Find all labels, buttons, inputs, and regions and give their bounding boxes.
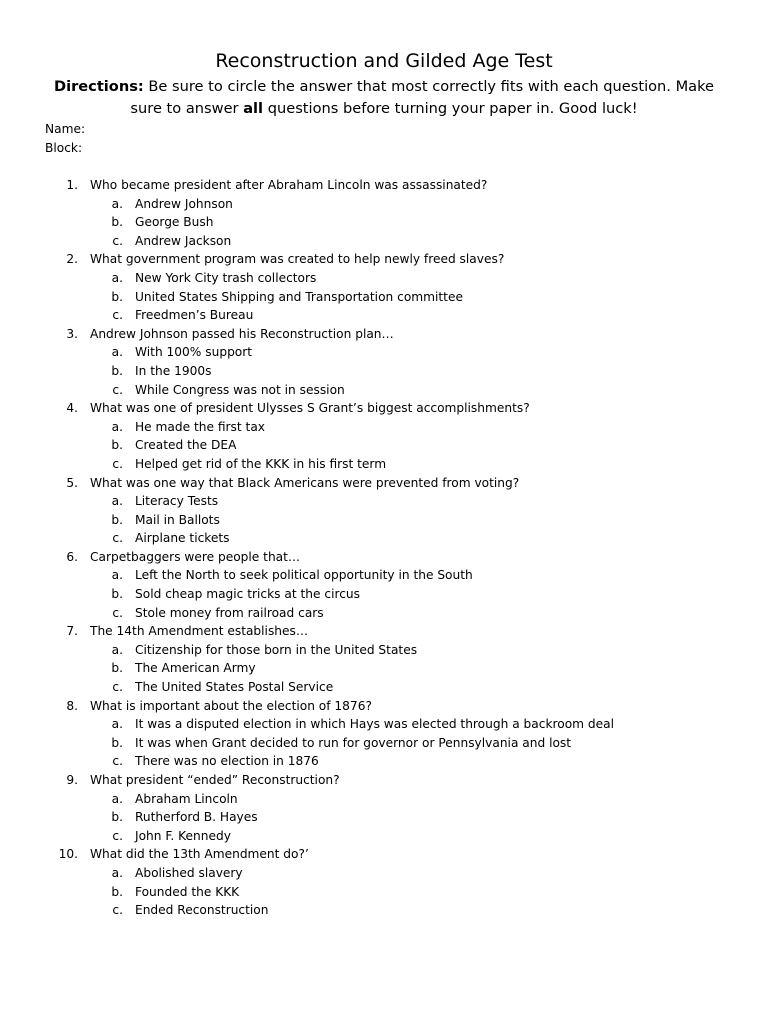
answer-option[interactable] [0, 529, 768, 548]
question-item [0, 399, 768, 418]
answer-option[interactable] [0, 455, 768, 474]
answer-option[interactable] [0, 808, 768, 827]
answer-option[interactable] [0, 734, 768, 753]
answer-option[interactable] [0, 641, 768, 660]
question-item [0, 474, 768, 493]
directions-text-1: Be sure to circle the answer that most correctly fits with each question. Make sure to answer [130, 78, 715, 117]
option-letter: c. [112, 828, 123, 843]
option-text: There was no election in 1876 [135, 754, 319, 769]
option-text: He made the first tax [135, 419, 266, 434]
answer-option[interactable] [0, 306, 768, 325]
option-text: Sold cheap magic tricks at the circus [135, 587, 360, 602]
option-text: Ended Reconstruction [135, 903, 269, 918]
answer-option[interactable] [0, 864, 768, 883]
option-text: Andrew Johnson [135, 196, 233, 211]
option-letter: c. [112, 531, 123, 546]
option-letter: a. [111, 791, 123, 806]
answer-option[interactable] [0, 790, 768, 809]
option-text: The United States Postal Service [135, 680, 334, 695]
option-letter: a. [111, 270, 123, 285]
question-number: 8. [66, 698, 78, 713]
option-text: Citizenship for those born in the United States [135, 642, 418, 657]
option-letter: c. [112, 382, 123, 397]
question-text: What was one way that Black Americans were prevented from voting? [90, 475, 520, 490]
option-text: Founded the KKK [135, 884, 240, 899]
question-text: What government program was created to help newly freed slaves? [90, 252, 505, 267]
question-item [0, 548, 768, 567]
option-letter: b. [111, 363, 123, 378]
option-text: Abolished slavery [135, 865, 243, 880]
page-title: Reconstruction and Gilded Age Test [215, 50, 553, 72]
answer-option[interactable] [0, 269, 768, 288]
option-text: Stole money from railroad cars [135, 605, 324, 620]
answer-option[interactable] [0, 604, 768, 623]
option-letter: c. [112, 456, 123, 471]
answer-option[interactable] [0, 585, 768, 604]
option-letter: b. [111, 215, 123, 230]
answer-option[interactable] [0, 232, 768, 251]
option-text: United States Shipping and Transportation committee [135, 289, 463, 304]
option-letter: a. [111, 196, 123, 211]
question-text: What was one of president Ulysses S Grant’s biggest accomplishments? [90, 401, 530, 416]
option-letter: a. [111, 419, 123, 434]
option-letter: c. [112, 605, 123, 620]
answer-option[interactable] [0, 343, 768, 362]
question-number: 5. [66, 475, 78, 490]
question-text: Carpetbaggers were people that… [90, 549, 301, 564]
question-number: 6. [66, 549, 78, 564]
option-text: Andrew Jackson [135, 233, 232, 248]
option-text: While Congress was not in session [135, 382, 345, 397]
option-letter: c. [112, 903, 123, 918]
option-letter: b. [111, 884, 123, 899]
name-field-label: Name: [45, 122, 86, 136]
option-letter: c. [112, 233, 123, 248]
answer-option[interactable] [0, 381, 768, 400]
option-letter: a. [111, 642, 123, 657]
answer-option[interactable] [0, 715, 768, 734]
question-text: Who became president after Abraham Lincoln was assassinated? [90, 178, 488, 192]
option-text: With 100% support [135, 345, 253, 360]
answer-option[interactable] [0, 827, 768, 846]
option-letter: c. [112, 308, 123, 323]
answer-option[interactable] [0, 901, 768, 920]
answer-option[interactable] [0, 883, 768, 902]
option-letter: c. [112, 754, 123, 769]
option-letter: c. [112, 680, 123, 695]
answer-option[interactable] [0, 195, 768, 214]
option-text: Mail in Ballots [135, 512, 220, 527]
question-list [0, 176, 768, 920]
answer-option[interactable] [0, 213, 768, 232]
option-text: The American Army [135, 661, 256, 676]
option-letter: a. [111, 717, 123, 732]
option-letter: b. [111, 661, 123, 676]
question-number: 2. [66, 252, 78, 267]
option-letter: b. [111, 438, 123, 453]
question-text: What president “ended” Reconstruction? [90, 773, 340, 787]
option-letter: a. [111, 865, 123, 880]
option-letter: b. [111, 810, 123, 825]
directions-label: Directions: [53, 78, 144, 95]
option-letter: a. [111, 345, 123, 360]
option-text: Airplane tickets [135, 531, 230, 546]
question-number: 9. [66, 773, 78, 787]
question-text: The 14th Amendment establishes… [90, 624, 309, 639]
question-item [0, 176, 768, 195]
question-text: What is important about the election of 1876? [90, 698, 372, 713]
option-text: Freedmen’s Bureau [135, 308, 254, 323]
answer-option[interactable] [0, 492, 768, 511]
answer-option[interactable] [0, 566, 768, 585]
option-letter: b. [111, 289, 123, 304]
question-number: 4. [66, 401, 78, 416]
option-letter: b. [111, 512, 123, 527]
question-number: 10. [58, 847, 78, 862]
question-text: What did the 13th Amendment do?’ [90, 847, 309, 862]
question-number: 3. [66, 326, 78, 341]
question-item [0, 250, 768, 269]
option-text: New York City trash collectors [135, 270, 317, 285]
option-text: It was a disputed election in which Hays was elected through a backroom deal [135, 717, 614, 732]
answer-option[interactable] [0, 678, 768, 697]
question-item [0, 845, 768, 864]
question-item [0, 697, 768, 716]
block-field-label: Block: [45, 141, 83, 155]
option-text: Created the DEA [135, 438, 237, 453]
question-number: 7. [66, 624, 78, 639]
option-text: John F. Kennedy [135, 828, 231, 843]
option-letter: b. [111, 735, 123, 750]
question-item [0, 325, 768, 344]
option-text: Helped get rid of the KKK in his first term [135, 456, 387, 471]
answer-option[interactable] [0, 418, 768, 437]
option-text: Rutherford B. Hayes [135, 810, 258, 825]
option-text: Left the North to seek political opportunity in the South [135, 568, 473, 583]
option-text: Literacy Tests [135, 494, 219, 509]
option-letter: b. [111, 587, 123, 602]
answer-option[interactable] [0, 659, 768, 678]
question-item [0, 771, 768, 790]
answer-option[interactable] [0, 752, 768, 771]
directions-emphasis: all [243, 100, 264, 117]
answer-option[interactable] [0, 362, 768, 381]
option-text: George Bush [135, 215, 214, 230]
question-item [0, 622, 768, 641]
question-number: 1. [66, 178, 78, 192]
option-text: In the 1900s [135, 363, 212, 378]
answer-option[interactable] [0, 288, 768, 307]
option-letter: a. [111, 568, 123, 583]
directions-paragraph [40, 76, 728, 120]
option-text: It was when Grant decided to run for governor or Pennsylvania and lost [135, 735, 572, 750]
directions-text-2: questions before turning your paper in. Good luck! [263, 100, 638, 117]
option-letter: a. [111, 494, 123, 509]
answer-option[interactable] [0, 511, 768, 530]
answer-option[interactable] [0, 436, 768, 455]
option-text: Abraham Lincoln [135, 791, 238, 806]
question-text: Andrew Johnson passed his Reconstruction plan… [90, 326, 394, 341]
